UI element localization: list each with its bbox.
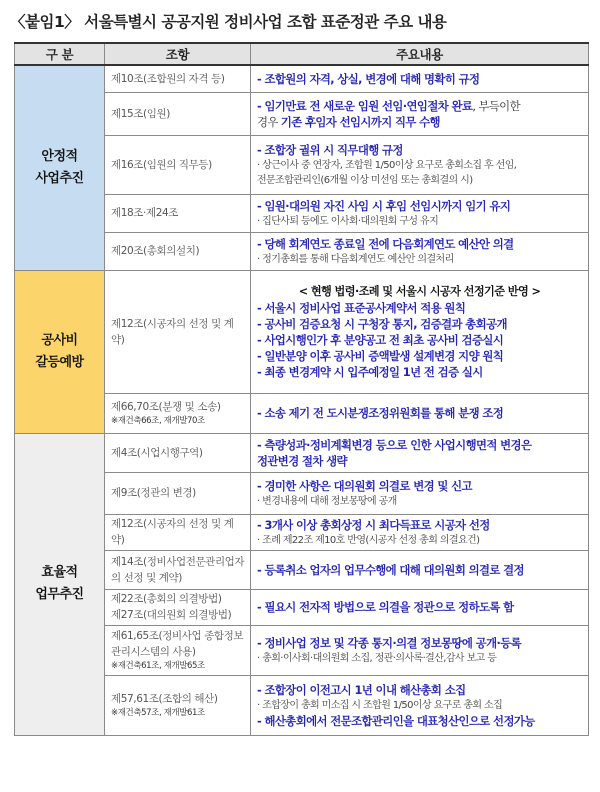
content-suffix: , 부득이한: [472, 98, 520, 113]
content-note: · 조합장이 총회 미소집 시 조합원 1/50이상 요구로 총회 소집: [257, 699, 503, 711]
content-cell: [251, 433, 589, 472]
content-note: · 조례 제22조 제10호 반영(시공자 선정 총회 의결요건): [257, 534, 480, 546]
page-title: 〈붙임1〉 서울특별시 공공지원 정비사업 조합 표준정관 주요 내용: [10, 13, 447, 31]
category-cell: 효율적 업무추진: [15, 433, 105, 735]
table-row: [15, 433, 589, 472]
content-line: - 측량성과·정비계획변경 등으로 인한 사업시행면적 변경은: [257, 437, 532, 452]
content-cell: [251, 514, 589, 550]
article-cell: 제57,61조(조합의 해산) ※재건축57조, 재개발61조: [105, 675, 251, 735]
article-note: ※재건축57조, 재개발61조: [111, 708, 205, 718]
content-line: 정관변경 절차 생략: [257, 453, 347, 468]
content-cell: [251, 65, 589, 92]
content-line: - 일반분양 이후 공사비 증액발생 설계변경 지양 원칙: [257, 348, 504, 363]
content-line: - 서울시 정비사업 표준공사계약서 적용 원칙: [257, 300, 466, 315]
category-cell: 공사비 갈등예방: [15, 270, 105, 433]
content-cell: [251, 550, 589, 589]
header-content: 주요내용: [251, 43, 589, 65]
article-cell: 제4조(시업시행구역): [105, 433, 251, 472]
content-cell: [251, 270, 589, 393]
content-note: 전문조합관리인(6개월 이상 미선임 또는 총회결의 시): [257, 174, 473, 186]
article-cell: 제12조(시공자의 선정 및 계약): [105, 270, 251, 393]
article-cell: 제22조(총회의 의결방법) 제27조(대의원회 의결방법): [105, 589, 251, 625]
article-cell: 제9조(정관의 변경): [105, 472, 251, 514]
article-cell: 제16조(임원의 직무등): [105, 135, 251, 194]
content-cell: [251, 393, 589, 433]
content-line: - 경미한 사항은 대의원회 의결로 변경 및 신고: [257, 478, 472, 493]
header-category: 구 분: [15, 43, 105, 65]
article-cell: 제14조(정비사업전문관리업자의 선정 및 계약): [105, 550, 251, 589]
content-line: - 사업시행인가 후 분양공고 전 최초 공사비 검증실시: [257, 332, 504, 347]
content-cell: [251, 472, 589, 514]
content-cell: [251, 194, 589, 232]
content-line: - 임기만료 전 새로운 임원 선임·연임절차 완료, 부득이한: [257, 98, 520, 113]
article-note: ※재건축66조, 재개발70조: [111, 416, 205, 426]
content-line: - 조합장이 이전고시 1년 이내 해산총회 소집: [257, 682, 466, 697]
content-note: · 총회·이사회·대의원회 소집, 정관·의사록·결산,감사 보고 등: [257, 652, 497, 664]
content-note: · 상근이사 중 연장자, 조합원 1/50이상 요구로 총회소집 후 선임,: [257, 159, 517, 171]
article-cell: 제20조(총회의설치): [105, 232, 251, 270]
content-cell: [251, 589, 589, 625]
content-line: - 당해 회계연도 종료일 전에 다음회계연도 예산안 의결: [257, 236, 514, 251]
content-cell: [251, 232, 589, 270]
content-line: - 소송 제기 전 도시분쟁조정위원회를 통해 분쟁 조정: [257, 406, 504, 420]
table-body: [15, 65, 589, 735]
content-line: - 정비사업 정보 및 각종 통지·의결 정보몽땅에 공개·등록: [257, 635, 522, 650]
content-line: - 해산총회에서 전문조합관리인을 대표청산인으로 선정가능: [257, 713, 535, 728]
article-cell: 제66,70조(분쟁 및 소송) ※재건축66조, 재개발70조: [105, 393, 251, 433]
content-prefix: 경우: [257, 114, 281, 129]
article-note: ※재건축61조, 재개발65조: [111, 661, 205, 671]
content-cell: [251, 92, 589, 135]
content-cell: [251, 625, 589, 675]
table-row: [15, 65, 589, 92]
content-line: - 등록취소 업자의 업무수행에 대해 대의원회 의결로 결정: [257, 562, 524, 577]
content-line: - 조합장 궐위 시 직무대행 규정: [257, 142, 403, 157]
content-cell: [251, 675, 589, 735]
article-cell: 제12조(시공자의 선정 및 계약): [105, 514, 251, 550]
header-article: 조항: [105, 43, 251, 65]
article-cell: 제61,65조(정비사업 종합정보관리시스템의 사용) ※재건축61조, 재개발65조: [105, 625, 251, 675]
content-line: - 임원·대의원 자진 사임 시 후임 선임시까지 임기 유지: [257, 198, 511, 213]
standard-articles-table: [14, 42, 589, 736]
content-line: - 최종 변경계약 시 입주예정일 1년 전 검증 실시: [257, 364, 483, 379]
content-note: · 변경내용에 대해 정보몽땅에 공개: [257, 495, 397, 507]
category-cell: 안정적 사업추진: [15, 65, 105, 270]
article-cell: 제18조·제24조: [105, 194, 251, 232]
table-header: [15, 43, 589, 65]
content-line: - 필요시 전자적 방법으로 의결을 정관으로 정하도록 함: [257, 600, 514, 614]
content-note: · 정기총회를 통해 다음회계연도 예산안 의결처리: [257, 253, 454, 265]
content-cell: [251, 135, 589, 194]
content-line: - 3개사 이상 총회상정 시 최다득표로 시공자 선정: [257, 517, 490, 532]
table-row: [15, 270, 589, 393]
article-cell: 제10조(조합원의 자격 등): [105, 65, 251, 92]
content-line: 경우 기존 후임자 선임시까지 직무 수행: [257, 114, 440, 129]
content-line: - 조합원의 자격, 상실, 변경에 대해 명확히 규정: [257, 71, 480, 86]
content-line: < 현행 법령·조례 및 서울시 시공자 선정기준 반영 >: [298, 284, 541, 298]
article-cell: 제15조(임원): [105, 92, 251, 135]
content-note: · 집단사퇴 등에도 이사회·대의원회 구성 유지: [257, 215, 439, 227]
content-line: - 공사비 검증요청 시 구청장 통지, 검증결과 총회공개: [257, 316, 507, 331]
